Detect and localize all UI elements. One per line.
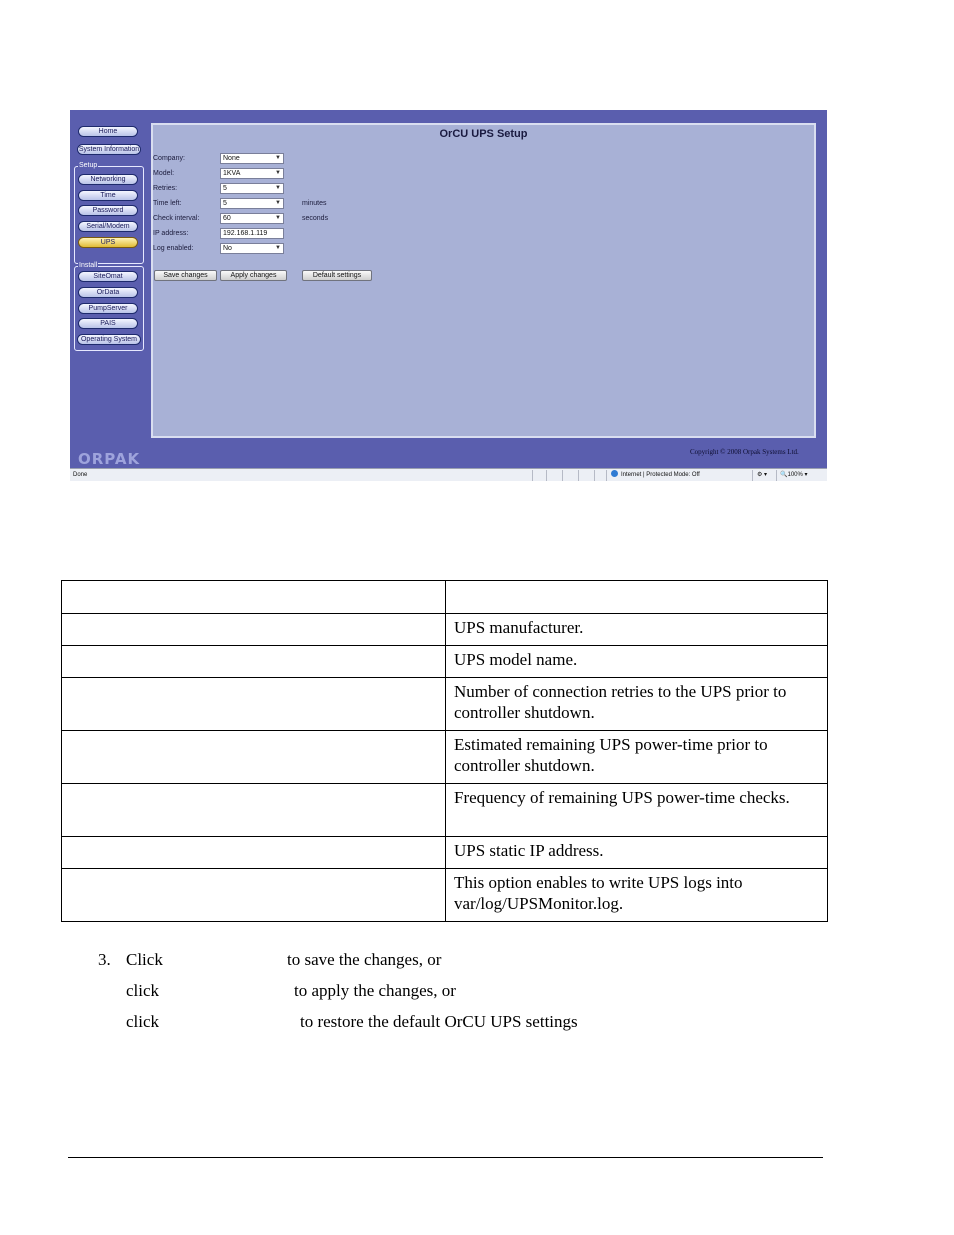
dropdown-arrow-icon: ▼ (275, 215, 281, 221)
model-value: 1KVA (223, 170, 241, 177)
status-divider (532, 470, 533, 481)
nav-networking-button[interactable]: Networking (78, 174, 138, 185)
log-enabled-value: No (223, 245, 232, 252)
security-zone[interactable] (611, 469, 700, 481)
zoom-icon: 🔍 (780, 472, 788, 478)
nav-system-information-button[interactable]: System Information (78, 146, 140, 153)
footer-divider (68, 1157, 823, 1158)
company-select[interactable] (220, 153, 284, 164)
table-row (62, 646, 828, 678)
time-left-unit: minutes (302, 200, 327, 207)
table-cell-description: Number of connection retries to the UPS prior to controller shutdown. (446, 678, 828, 731)
step-line-2-text: to apply the changes, or (294, 981, 456, 1000)
check-interval-label: Check interval: (153, 215, 200, 222)
table-cell-description: This option enables to write UPS logs into var/log/UPSMonitor.log. (446, 869, 828, 922)
step-line-3-text: to restore the default OrCU UPS settings (300, 1012, 578, 1031)
dropdown-arrow-icon: ▼ (275, 245, 281, 251)
company-value: None (223, 155, 240, 162)
chevron-down-icon: ▾ (802, 472, 808, 478)
retries-select[interactable] (220, 183, 284, 194)
ip-address-value: 192.168.1.119 (223, 230, 268, 237)
step-line-1-text: to save the changes, or (287, 950, 442, 969)
table-cell-field (62, 784, 446, 837)
table-cell-field (62, 731, 446, 784)
status-divider (594, 470, 595, 481)
main-panel (151, 123, 816, 438)
time-left-select[interactable] (220, 198, 284, 209)
protected-mode-tools[interactable] (757, 469, 767, 481)
settings-description-table (61, 580, 828, 922)
dropdown-arrow-icon: ▼ (275, 200, 281, 206)
install-group-label: Install (79, 262, 98, 269)
table-cell-description: Frequency of remaining UPS power-time checks. (446, 784, 828, 837)
step-number: 3. (98, 950, 111, 969)
ip-address-input[interactable] (220, 228, 284, 239)
step-line-1-lead: Click (126, 950, 163, 969)
setup-group-label: Setup (79, 162, 98, 169)
dropdown-arrow-icon: ▼ (275, 170, 281, 176)
tools-gear-icon: ⚙ ▾ (757, 472, 768, 478)
copyright-text: Copyright © 2008 Orpak Systems Ltd. (690, 448, 799, 456)
nav-siteomat-button[interactable]: SiteOmat (78, 271, 138, 282)
nav-ups-button[interactable]: UPS (78, 237, 138, 248)
retries-value: 5 (223, 185, 227, 192)
table-row (62, 869, 828, 922)
apply-changes-button[interactable]: Apply changes (220, 270, 287, 281)
company-label: Company: (153, 155, 185, 162)
status-text: Done (73, 472, 88, 478)
table-cell-field (62, 837, 446, 869)
orpak-logo: ORPAK (78, 450, 141, 468)
table-cell-field (62, 678, 446, 731)
check-interval-select[interactable] (220, 213, 284, 224)
table-row (62, 731, 828, 784)
nav-operating-system-button[interactable]: Operating System (77, 334, 141, 345)
nav-serial-modem-button[interactable]: Serial/Modem (78, 221, 138, 232)
save-changes-button[interactable]: Save changes (154, 270, 217, 281)
table-cell-field (62, 646, 446, 678)
model-label: Model: (153, 170, 175, 177)
check-interval-value: 60 (223, 215, 231, 222)
model-select[interactable] (220, 168, 284, 179)
log-enabled-select[interactable] (220, 243, 284, 254)
globe-icon (611, 470, 618, 477)
table-row (62, 614, 828, 646)
browser-status-bar (70, 468, 827, 481)
table-cell-field (62, 581, 446, 614)
ip-address-label: IP address: (153, 230, 189, 237)
table-cell-field (62, 869, 446, 922)
security-zone-text: Internet | Protected Mode: Off (621, 472, 700, 478)
status-divider (606, 470, 607, 481)
table-cell-description: UPS static IP address. (446, 837, 828, 869)
page-title: OrCU UPS Setup (439, 128, 528, 140)
table-cell-field (62, 614, 446, 646)
nav-pais-button[interactable]: PAIS (78, 318, 138, 329)
step-line-3-lead: click (126, 1012, 160, 1031)
status-divider (578, 470, 579, 481)
ups-setup-screenshot (70, 110, 827, 481)
log-enabled-label: Log enabled: (153, 245, 194, 252)
status-divider (546, 470, 547, 481)
status-divider (752, 470, 753, 481)
nav-home-button[interactable]: Home (78, 126, 138, 137)
table-cell-description: UPS model name. (446, 646, 828, 678)
table-cell-description (446, 581, 828, 614)
dropdown-arrow-icon: ▼ (275, 185, 281, 191)
table-cell-description: Estimated remaining UPS power-time prior to controller shutdown. (446, 731, 828, 784)
status-divider (776, 470, 777, 481)
nav-pumpserver-button[interactable]: PumpServer (78, 303, 138, 314)
zoom-control[interactable] (780, 469, 808, 481)
dropdown-arrow-icon: ▼ (275, 155, 281, 161)
zoom-level: 100% (787, 472, 803, 478)
step-line-2-lead: click (126, 981, 160, 1000)
nav-time-button[interactable]: Time (78, 190, 138, 201)
table-row (62, 678, 828, 731)
time-left-label: Time left: (153, 200, 182, 207)
status-divider (562, 470, 563, 481)
check-interval-unit: seconds (302, 215, 329, 222)
table-cell-description: UPS manufacturer. (446, 614, 828, 646)
nav-password-button[interactable]: Password (78, 205, 138, 216)
time-left-value: 5 (223, 200, 227, 207)
default-settings-button[interactable]: Default settings (302, 270, 372, 281)
table-row (62, 581, 828, 614)
nav-ordata-button[interactable]: OrData (78, 287, 138, 298)
table-row (62, 784, 828, 837)
table-row (62, 837, 828, 869)
retries-label: Retries: (153, 185, 178, 192)
